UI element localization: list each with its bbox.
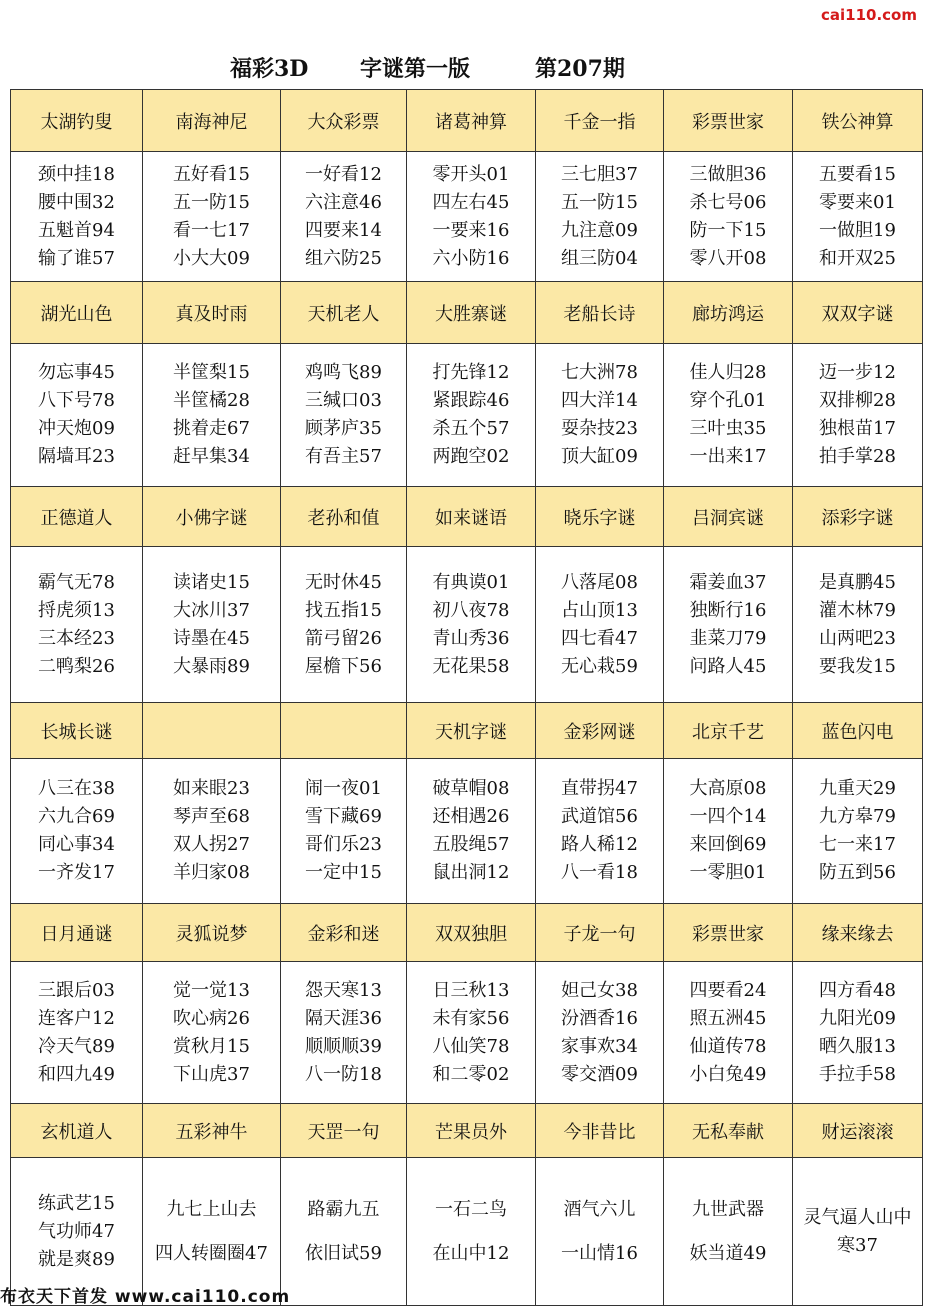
author-name: 双双独胆 xyxy=(407,904,536,962)
author-name: 五彩神牛 xyxy=(143,1104,281,1158)
riddle-cell xyxy=(536,759,664,904)
author-name: 大众彩票 xyxy=(281,90,407,152)
riddle-line: 汾酒香16 xyxy=(561,1007,638,1029)
riddle-line: 九七上山去 xyxy=(166,1198,257,1220)
riddle-line: 无心栽59 xyxy=(561,655,638,677)
riddle-cell xyxy=(281,547,407,703)
riddle-cell xyxy=(11,344,143,487)
author-name: 大胜寨谜 xyxy=(407,282,536,344)
riddle-line: 大暴雨89 xyxy=(173,655,250,677)
riddle-line: 找五指15 xyxy=(305,599,382,621)
riddle-row xyxy=(11,962,923,1104)
riddle-line: 三跟后03 xyxy=(38,979,115,1001)
riddle-line: 九世武器 xyxy=(692,1198,764,1220)
riddle-cell xyxy=(143,547,281,703)
riddle-line: 路霸九五 xyxy=(307,1198,380,1220)
riddle-line xyxy=(664,1224,792,1240)
author-name: 北京千艺 xyxy=(664,703,793,759)
riddle-line: 七一来17 xyxy=(819,834,896,855)
riddle-cell xyxy=(536,962,664,1104)
author-name: 长城长谜 xyxy=(11,703,143,759)
riddle-line: 八三在38 xyxy=(38,778,115,799)
riddle-cell xyxy=(664,152,793,282)
riddle-line: 琴声至68 xyxy=(173,806,250,827)
riddle-line: 独断行16 xyxy=(689,599,767,621)
riddle-cell xyxy=(281,344,407,487)
riddle-line: 赶早集34 xyxy=(173,446,250,467)
author-name: 天机老人 xyxy=(281,282,407,344)
riddle-line: 无花果58 xyxy=(432,655,510,677)
title-lottery: 福彩3D xyxy=(230,56,309,82)
riddle-line: 杀七号06 xyxy=(689,191,767,213)
footer-text: 布衣天下首发 www.cai110.com xyxy=(0,1287,291,1307)
riddle-cell xyxy=(793,962,923,1104)
riddle-line: 寒37 xyxy=(837,1234,878,1256)
riddle-line: 手拉手58 xyxy=(819,1063,896,1085)
riddle-line: 一石二鸟 xyxy=(435,1198,507,1220)
author-name: 金彩网谜 xyxy=(536,703,664,759)
riddle-cell xyxy=(536,344,664,487)
riddle-line: 吹心病26 xyxy=(173,1007,250,1029)
riddle-line: 三叶虫35 xyxy=(689,418,767,439)
author-name: 今非昔比 xyxy=(536,1104,664,1158)
author-name: 正德道人 xyxy=(11,487,143,547)
author-name: 湖光山色 xyxy=(11,282,143,344)
riddle-cell xyxy=(536,152,664,282)
title-edition: 字谜第一版 xyxy=(360,56,471,82)
author-name: 芒果员外 xyxy=(407,1104,536,1158)
riddle-line: 雪下藏69 xyxy=(305,806,382,827)
riddle-line: 晒久服13 xyxy=(819,1035,896,1057)
riddle-line xyxy=(536,1224,663,1240)
riddle-cell xyxy=(11,962,143,1104)
riddle-line: 半筐梨15 xyxy=(173,362,250,383)
riddle-line: 隔天涯36 xyxy=(305,1007,382,1029)
riddle-line: 哥们乐23 xyxy=(305,834,382,855)
riddle-cell xyxy=(11,547,143,703)
riddle-line: 半筐橘28 xyxy=(173,390,250,411)
riddle-line: 武道馆56 xyxy=(561,806,638,827)
riddle-line: 读诸史15 xyxy=(173,571,250,593)
riddle-line: 防五到56 xyxy=(819,862,896,883)
author-name: 廊坊鸿运 xyxy=(664,282,793,344)
riddle-line: 双人拐27 xyxy=(173,834,250,855)
riddle-cell xyxy=(793,152,923,282)
riddle-line: 六九合69 xyxy=(38,806,115,827)
riddle-cell xyxy=(407,759,536,904)
riddle-line: 有典谟01 xyxy=(432,571,510,593)
riddle-line: 零交酒09 xyxy=(561,1063,638,1085)
author-name: 千金一指 xyxy=(536,90,664,152)
riddle-cell xyxy=(143,344,281,487)
riddle-line: 六注意46 xyxy=(305,191,382,213)
riddle-line: 独根苗17 xyxy=(819,418,896,439)
author-name: 金彩和迷 xyxy=(281,904,407,962)
author-name: 真及时雨 xyxy=(143,282,281,344)
riddle-line: 九重天29 xyxy=(819,778,896,799)
riddle-line: 未有家56 xyxy=(432,1007,510,1029)
author-name: 子龙一句 xyxy=(536,904,664,962)
riddle-line: 酒气六儿 xyxy=(563,1198,636,1220)
riddle-line: 一出来17 xyxy=(689,446,767,467)
riddle-cell xyxy=(793,759,923,904)
riddle-line: 灵气逼人山中 xyxy=(803,1206,912,1228)
riddle-line: 一零胆01 xyxy=(689,862,767,883)
riddle-line: 一做胆19 xyxy=(819,219,896,241)
riddle-line: 气功师47 xyxy=(38,1220,115,1242)
riddle-line: 看一七17 xyxy=(173,219,250,241)
riddle-cell xyxy=(664,962,793,1104)
riddle-line: 杀五个57 xyxy=(432,418,510,439)
riddle-line: 顺顺顺39 xyxy=(305,1035,382,1057)
riddle-line: 一山情16 xyxy=(561,1242,638,1264)
riddle-line: 顶大缸09 xyxy=(561,446,638,467)
riddle-line: 鼠出洞12 xyxy=(432,862,510,883)
riddle-line: 妖当道49 xyxy=(689,1242,767,1264)
riddle-line: 赏秋月15 xyxy=(173,1035,250,1057)
riddle-cell xyxy=(407,547,536,703)
riddle-line: 和二零02 xyxy=(432,1063,510,1085)
header-row xyxy=(11,90,923,152)
riddle-line: 来回倒69 xyxy=(689,834,767,855)
riddle-cell xyxy=(664,547,793,703)
riddle-line: 小白兔49 xyxy=(689,1063,767,1085)
header-row xyxy=(11,487,923,547)
riddle-line: 怨天寒13 xyxy=(305,979,382,1001)
riddle-cell xyxy=(407,344,536,487)
riddle-cell xyxy=(407,152,536,282)
riddle-line: 霜姜血37 xyxy=(689,571,767,593)
author-name: 诸葛神算 xyxy=(407,90,536,152)
riddle-line: 占山顶13 xyxy=(561,599,638,621)
riddle-line: 灌木林79 xyxy=(819,599,896,621)
riddle-cell xyxy=(143,759,281,904)
riddle-line: 腰中围32 xyxy=(38,191,115,213)
riddle-row xyxy=(11,547,923,703)
riddle-line: 挑着走67 xyxy=(173,418,250,439)
author-name: 双双字谜 xyxy=(793,282,923,344)
author-name: 财运滚滚 xyxy=(793,1104,923,1158)
riddle-cell xyxy=(793,344,923,487)
author-name: 彩票世家 xyxy=(664,904,793,962)
riddle-cell xyxy=(664,759,793,904)
riddle-line: 顾茅庐35 xyxy=(305,418,382,439)
riddle-line: 路人稀12 xyxy=(561,834,638,855)
author-name: 小佛字谜 xyxy=(143,487,281,547)
riddle-cell xyxy=(793,547,923,703)
riddle-line: 捋虎须13 xyxy=(38,599,115,621)
riddle-line: 打先锋12 xyxy=(432,362,510,383)
riddle-line: 五要看15 xyxy=(819,163,896,185)
riddle-line: 组六防25 xyxy=(305,247,382,269)
riddle-line: 闹一夜01 xyxy=(305,778,382,799)
riddle-line: 仙道传78 xyxy=(689,1035,767,1057)
riddle-line: 练武艺15 xyxy=(38,1192,115,1214)
riddle-line: 五一防15 xyxy=(561,191,638,213)
riddle-line: 零八开08 xyxy=(689,247,767,269)
author-name: 吕洞宾谜 xyxy=(664,487,793,547)
riddle-line: 一好看12 xyxy=(305,163,382,185)
author-name: 灵狐说梦 xyxy=(143,904,281,962)
riddle-cell xyxy=(664,344,793,487)
riddle-line: 冲天炮09 xyxy=(38,418,115,439)
riddle-line: 初八夜78 xyxy=(432,599,510,621)
riddle-cell xyxy=(536,547,664,703)
riddle-line: 有吾主57 xyxy=(305,446,382,467)
header-row xyxy=(11,904,923,962)
riddle-line: 三本经23 xyxy=(38,627,115,649)
riddle-line: 五股绳57 xyxy=(432,834,510,855)
riddle-line: 鸡鸣飞89 xyxy=(305,362,382,383)
riddle-line: 韭菜刀79 xyxy=(689,627,767,649)
riddle-cell xyxy=(281,152,407,282)
riddle-line: 四七看47 xyxy=(561,627,638,649)
riddle-line: 如来眼23 xyxy=(173,778,250,799)
riddle-line: 就是爽89 xyxy=(38,1248,115,1270)
riddle-line: 下山虎37 xyxy=(173,1063,250,1085)
riddle-line: 穿个孔01 xyxy=(689,390,767,411)
author-name: 无私奉献 xyxy=(664,1104,793,1158)
riddle-line: 二鸭梨26 xyxy=(38,655,115,677)
riddle-line: 八落尾08 xyxy=(561,571,638,593)
riddle-line: 青山秀36 xyxy=(432,627,510,649)
riddle-cell xyxy=(143,152,281,282)
author-name: 玄机道人 xyxy=(11,1104,143,1158)
riddle-line: 九阳光09 xyxy=(819,1007,896,1029)
riddle-line: 还相遇26 xyxy=(432,806,510,827)
riddle-line: 拍手掌28 xyxy=(819,446,896,467)
riddle-line: 无时休45 xyxy=(305,571,382,593)
riddle-line: 同心事34 xyxy=(38,834,115,855)
riddle-line: 大高原08 xyxy=(689,778,767,799)
riddle-line: 四要来14 xyxy=(305,219,382,241)
author-name: 如来谜语 xyxy=(407,487,536,547)
riddle-line: 三做胆36 xyxy=(689,163,767,185)
riddle-line xyxy=(407,1224,535,1240)
author-name: 南海神尼 xyxy=(143,90,281,152)
riddle-cell xyxy=(143,962,281,1104)
riddle-cell xyxy=(407,962,536,1104)
riddle-line: 七大洲78 xyxy=(561,362,638,383)
riddle-line: 三七胆37 xyxy=(561,163,638,185)
riddle-table xyxy=(10,89,923,1306)
riddle-line: 霸气无78 xyxy=(38,571,115,593)
riddle-line: 颈中挂18 xyxy=(38,163,115,185)
riddle-line: 照五洲45 xyxy=(689,1007,767,1029)
riddle-line: 四人转圈圈47 xyxy=(155,1242,268,1264)
author-name: 日月通谜 xyxy=(11,904,143,962)
author-name: 晓乐字谜 xyxy=(536,487,664,547)
riddle-line: 零要来01 xyxy=(819,191,896,213)
riddle-cell xyxy=(407,1158,536,1306)
author-name: 蓝色闪电 xyxy=(793,703,923,759)
riddle-line: 八仙笑78 xyxy=(432,1035,510,1057)
title-issue: 第207期 xyxy=(535,56,625,82)
riddle-cell xyxy=(281,962,407,1104)
riddle-line: 妲己女38 xyxy=(561,979,638,1001)
riddle-line: 破草帽08 xyxy=(432,778,510,799)
riddle-row xyxy=(11,344,923,487)
riddle-cell xyxy=(11,759,143,904)
riddle-line: 隔墙耳23 xyxy=(38,446,115,467)
riddle-line: 直带拐47 xyxy=(561,778,638,799)
author-name: 太湖钓叟 xyxy=(11,90,143,152)
riddle-line: 山两吧23 xyxy=(819,627,896,649)
riddle-line: 勿忘事45 xyxy=(38,362,115,383)
riddle-line: 箭弓留26 xyxy=(305,627,382,649)
riddle-cell xyxy=(11,152,143,282)
riddle-line: 屋檐下56 xyxy=(305,655,382,677)
header-row xyxy=(11,282,923,344)
riddle-line xyxy=(143,1224,280,1240)
riddle-line: 问路人45 xyxy=(689,655,767,677)
riddle-line: 八一看18 xyxy=(561,862,638,883)
riddle-cell xyxy=(281,759,407,904)
riddle-line: 是真鹏45 xyxy=(819,571,896,593)
riddle-line: 一四个14 xyxy=(689,806,767,827)
riddle-line: 耍杂技23 xyxy=(561,418,638,439)
author-name: 老船长诗 xyxy=(536,282,664,344)
author-name: 添彩字谜 xyxy=(793,487,923,547)
header-row xyxy=(11,1104,923,1158)
author-name: 彩票世家 xyxy=(664,90,793,152)
riddle-line: 要我发15 xyxy=(819,655,896,677)
riddle-line: 三缄口03 xyxy=(305,390,382,411)
riddle-line: 输了谁57 xyxy=(38,247,115,269)
riddle-cell xyxy=(793,1158,923,1306)
riddle-cell xyxy=(281,1158,407,1306)
riddle-line: 日三秋13 xyxy=(432,979,510,1001)
riddle-line: 和四九49 xyxy=(38,1063,115,1085)
header-row xyxy=(11,703,923,759)
riddle-line: 小大大09 xyxy=(173,247,250,269)
riddle-line: 连客户12 xyxy=(38,1007,115,1029)
page-title xyxy=(0,52,927,86)
riddle-line: 觉一觉13 xyxy=(173,979,250,1001)
riddle-line: 紧跟踪46 xyxy=(432,390,510,411)
riddle-cell xyxy=(536,1158,664,1306)
riddle-line: 四要看24 xyxy=(689,979,767,1001)
riddle-line: 组三防04 xyxy=(561,247,638,269)
riddle-line: 四左右45 xyxy=(432,191,510,213)
riddle-line: 五好看15 xyxy=(173,163,250,185)
riddle-line xyxy=(281,1224,406,1240)
riddle-line: 佳人归28 xyxy=(689,362,767,383)
riddle-line: 零开头01 xyxy=(432,163,510,185)
riddle-row xyxy=(11,759,923,904)
riddle-line: 家事欢34 xyxy=(561,1035,638,1057)
riddle-line: 八一防18 xyxy=(305,1063,382,1085)
riddle-line: 五一防15 xyxy=(173,191,250,213)
riddle-line: 冷天气89 xyxy=(38,1035,115,1057)
riddle-line: 在山中12 xyxy=(432,1242,510,1264)
riddle-line: 四大洋14 xyxy=(561,390,638,411)
riddle-line: 九方皋79 xyxy=(819,806,896,827)
author-name: 老孙和值 xyxy=(281,487,407,547)
riddle-line: 和开双25 xyxy=(819,247,896,269)
riddle-line: 一齐发17 xyxy=(38,862,115,883)
riddle-line: 诗墨在45 xyxy=(173,627,250,649)
author-name xyxy=(281,703,407,759)
riddle-line: 大冰川37 xyxy=(173,599,250,621)
author-name: 铁公神算 xyxy=(793,90,923,152)
riddle-line: 一要来16 xyxy=(432,219,510,241)
site-url: cai110.com xyxy=(821,6,917,24)
riddle-line: 九注意09 xyxy=(561,219,638,241)
riddle-line: 迈一步12 xyxy=(819,362,896,383)
riddle-line: 防一下15 xyxy=(689,219,767,241)
riddle-cell xyxy=(664,1158,793,1306)
riddle-line: 羊归家08 xyxy=(173,862,250,883)
riddle-line: 六小防16 xyxy=(432,247,510,269)
riddle-line: 依旧试59 xyxy=(305,1242,382,1264)
author-name xyxy=(143,703,281,759)
riddle-row xyxy=(11,152,923,282)
riddle-line: 八下号78 xyxy=(38,390,115,411)
riddle-line: 双排柳28 xyxy=(819,390,896,411)
author-name: 缘来缘去 xyxy=(793,904,923,962)
author-name: 天罡一句 xyxy=(281,1104,407,1158)
riddle-line: 四方看48 xyxy=(819,979,896,1001)
author-name: 天机字谜 xyxy=(407,703,536,759)
riddle-line: 五魁首94 xyxy=(38,219,115,241)
riddle-line: 一定中15 xyxy=(305,862,382,883)
riddle-line: 两跑空02 xyxy=(432,446,510,467)
